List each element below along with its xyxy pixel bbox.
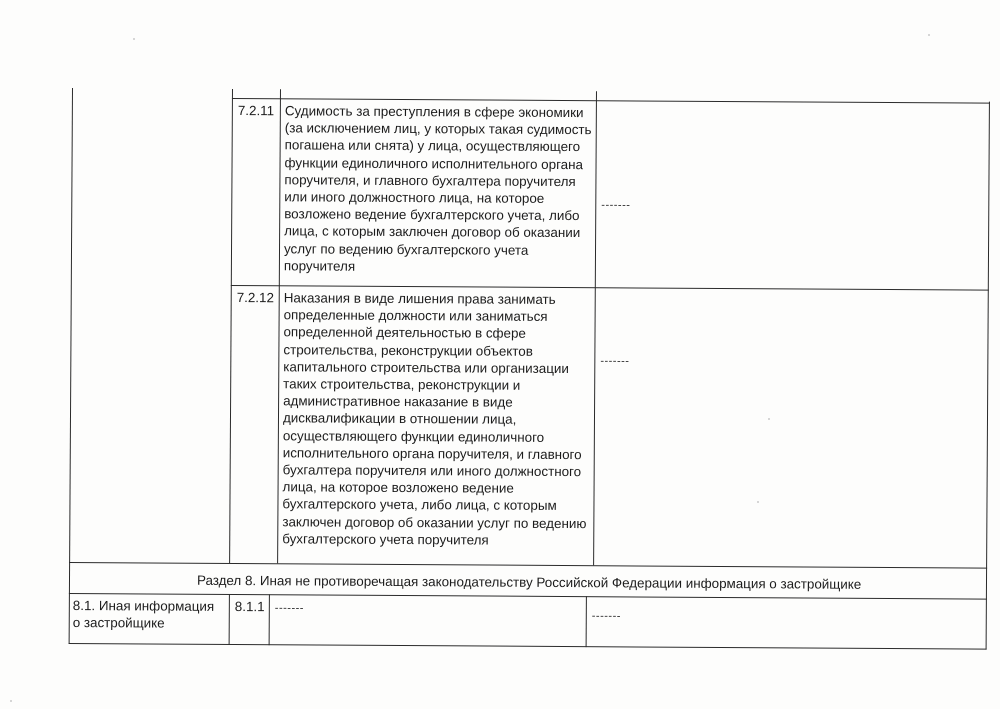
row-number: 7.2.11 bbox=[237, 103, 275, 119]
row-value: ------- bbox=[600, 355, 630, 368]
description-line: строительства, реконструкции объектов bbox=[283, 341, 533, 359]
description-line: дисквалификации в отношении лица, bbox=[282, 410, 517, 428]
section-title: Раздел 8. Иная не противоречащая законодательству Российской Федерации информация о застройщике bbox=[196, 572, 862, 592]
description-line: услуг по ведению бухгалтерского учета bbox=[283, 240, 529, 258]
row-value: ------- bbox=[591, 610, 621, 623]
description-line: функции единоличного исполнительного органа bbox=[284, 154, 584, 172]
description-line: бухгалтерского учета, либо лица, с которым bbox=[282, 496, 557, 514]
description-line: поручителя, и главного бухгалтера поручителя bbox=[284, 172, 576, 189]
category-line: 8.1. Иная информация bbox=[72, 598, 215, 614]
scan-speck bbox=[133, 38, 135, 40]
row-description bbox=[284, 102, 592, 276]
scan-speck bbox=[928, 34, 930, 36]
description-line: бухгалтерского учета поручителя bbox=[282, 531, 489, 548]
description-line: исполнительного органа поручителя, и главного bbox=[282, 445, 582, 462]
description-line: заключен договор об оказании услуг по ведению bbox=[282, 513, 587, 531]
description-line: определенные должности или заниматься bbox=[283, 307, 548, 325]
column-divider-value bbox=[586, 596, 587, 647]
description-line: таких строительства, реконструкции и bbox=[283, 376, 521, 393]
table-bottom-border bbox=[69, 643, 987, 650]
row-value: ------- bbox=[601, 199, 631, 212]
row-description: ------- bbox=[274, 602, 305, 615]
description-line: или иного должностного лица, на которое bbox=[284, 189, 545, 206]
description-line: бухгалтера поручителя или иного должностного bbox=[282, 462, 582, 480]
description-line: Наказания в виде лишения права занимать bbox=[283, 290, 556, 307]
description-line: определенной деятельностью в сфере bbox=[283, 324, 526, 342]
description-line: Судимость за преступления в сфере экономики bbox=[284, 103, 584, 121]
column-divider-description bbox=[277, 89, 281, 563]
description-line: (за исключением лиц, у которых такая судимость bbox=[284, 120, 592, 138]
row-number: 7.2.12 bbox=[236, 290, 275, 306]
info-table bbox=[69, 88, 990, 650]
category-line: о застройщике bbox=[72, 615, 165, 631]
column-divider-number bbox=[229, 89, 233, 563]
category-label bbox=[73, 597, 215, 632]
table-left-border bbox=[69, 88, 73, 644]
description-line: административное наказание в виде bbox=[283, 393, 513, 410]
description-line: возложено ведение бухгалтерского учета, либо bbox=[284, 206, 580, 224]
description-line: капитального строительства или организации bbox=[283, 359, 569, 376]
section-title-top-border bbox=[69, 562, 987, 569]
column-divider-value bbox=[593, 91, 597, 565]
row-number: 8.1.1 bbox=[234, 599, 265, 615]
description-line: лица, с которым заключен договор об оказании bbox=[284, 223, 581, 241]
row-description bbox=[282, 289, 588, 549]
description-line: осуществляющего функции единоличного bbox=[282, 427, 545, 445]
scan-speck bbox=[10, 700, 12, 702]
description-line: поручителя bbox=[283, 258, 356, 274]
description-line: лица, на которое возложено ведение bbox=[282, 479, 514, 496]
column-divider-number bbox=[229, 594, 230, 645]
column-divider-description bbox=[269, 594, 270, 645]
description-line: погашена или снята) у лица, осуществляющего bbox=[284, 137, 581, 155]
